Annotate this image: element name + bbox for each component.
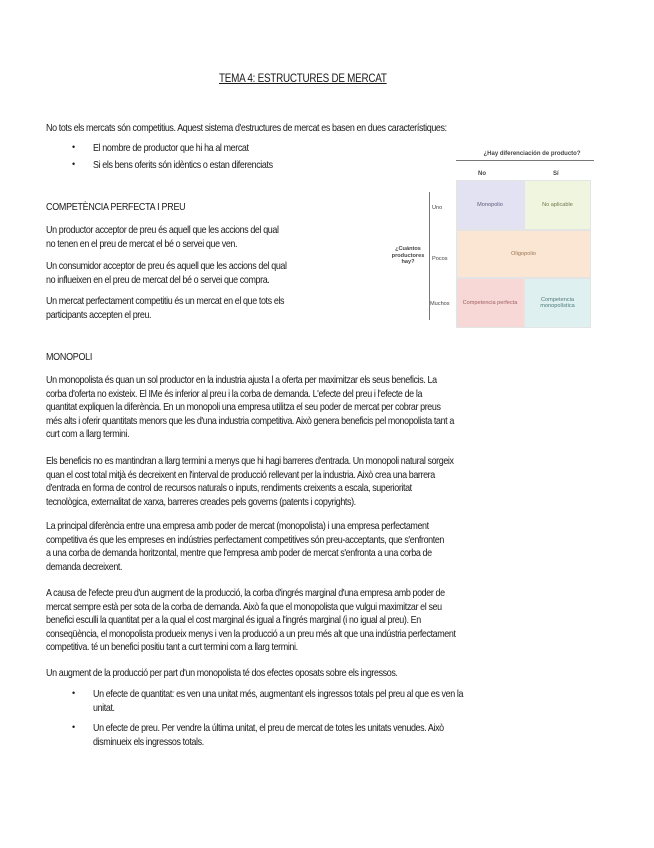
paragraph-monopoli-1 bbox=[46, 374, 603, 442]
text-line: no influeixen en el preu de mercat del bé o servei que compra. bbox=[46, 274, 270, 286]
text-line: Un efecte de quantitat: es ven una unitat més, augmentant els ingressos totals pel preu al que es ven la bbox=[93, 689, 464, 700]
text-line: corba d'oferta no existeix. El IMe és inferior al preu i la corba de demanda. L'efecte del preu i l'efecte de la bbox=[46, 388, 423, 400]
text-line: benefici esculli la quantitat per a la qual el cost marginal és igual a l'ingrés marginal (i no igual al preu). En bbox=[46, 615, 421, 627]
row-question: ¿Cuántos productores hay? bbox=[391, 246, 425, 265]
cell-oligopolio: Oligopolio bbox=[456, 230, 591, 278]
text-line: curt com a llarg termini. bbox=[46, 429, 130, 441]
col-header-no: No bbox=[478, 171, 486, 177]
text-line: Un monopolista és quan un sol productor en la industria ajusta l a oferta per maximitzar els seus beneficis. La bbox=[46, 375, 437, 386]
text-line: quan el cost total mitjà és decreixent en l'interval de producció rellevant per la industria. Això crea una barrera bbox=[46, 469, 435, 481]
text-line: competitiva. té un benefici positiu tant a curt termini com a llarg termini. bbox=[46, 642, 298, 654]
row-label-uno: Uno bbox=[432, 205, 443, 211]
text-line: més alts i oferir quantitats menors que les d'una industria competitiva. Això genera beneficis pel monopolista tant a bbox=[46, 415, 454, 427]
figure-top-bracket bbox=[456, 160, 594, 161]
cell-competencia-perfecta: Competencia perfecta bbox=[456, 278, 524, 328]
intro-bullet: El nombre de productor que hi ha al mercat bbox=[93, 143, 249, 154]
text-line: competitiva és que les empreses en indústries perfectament competitives són preu-acceptants, que s'enfronten bbox=[46, 534, 445, 546]
paragraph-mercat bbox=[46, 295, 381, 322]
cell-no-aplicable: No aplicable bbox=[524, 180, 591, 230]
text-line: conseqüència, el monopolista produeix menys i ven la producció a un preu més alt que una indústria perfectament bbox=[46, 628, 456, 640]
row-label-pocos: Pocos bbox=[432, 256, 448, 262]
text-line: a una corba de demanda horitzontal, mentre que l'empresa amb poder de mercat s'enfronta a una corba de bbox=[46, 548, 432, 560]
market-structure-figure bbox=[388, 148, 598, 334]
text-line: participants accepten el preu. bbox=[46, 309, 152, 321]
text-line: unitat. bbox=[93, 702, 115, 714]
text-line: Un productor acceptor de preu és aquell que les accions del qual bbox=[46, 225, 279, 236]
text-line: mercat sempre està per sota de la corba de demanda. Això fa que el monopolista que vulgui maximitzar el seu bbox=[46, 601, 442, 613]
text-line: Un consumidor acceptor de preu és aquell que les accions del qual bbox=[46, 261, 287, 272]
bullet-dot: • bbox=[72, 159, 76, 169]
section-heading-competencia: COMPETÈNCIA PERFECTA I PREU bbox=[46, 202, 186, 213]
text-line: A causa de l'efecte preu d'un augment de la producció, la corba d'ingrés marginal d'una empresa amb poder de bbox=[46, 588, 445, 599]
paragraph-productor bbox=[46, 224, 381, 251]
bullet-efecte-quantitat bbox=[93, 688, 603, 715]
bullet-dot: • bbox=[72, 142, 76, 152]
text-line: Els beneficis no es mantindran a llarg termini a menys que hi hagi barreres d'entrada. Un monopoli natural sorgeix bbox=[46, 456, 454, 467]
cell-competencia-monopolistica: Competencia monopolística bbox=[524, 278, 591, 328]
bullet-dot: • bbox=[72, 722, 76, 732]
text-line: demanda decreixent. bbox=[46, 561, 123, 573]
text-line: d'entrada en forma de control de recursos naturals o inputs, rendiments creixents a escala, superioritat bbox=[46, 483, 412, 495]
row-label-muchos: Muchos bbox=[430, 301, 450, 307]
text-line: quantitat expliquen la diferència. En un monopoli una empresa utilitza el seu poder de mercat per cobrar preus bbox=[46, 402, 441, 414]
text-line: La principal diferència entre una empresa amb poder de mercat (monopolista) i una empresa perfectament bbox=[46, 521, 429, 532]
intro-bullet: Si els bens oferits són idèntics o estan diferenciats bbox=[93, 160, 273, 171]
text-line: Un mercat perfectament competitiu és un mercat en el que tots els bbox=[46, 296, 285, 307]
page-title: TEMA 4: ESTRUCTURES DE MERCAT bbox=[219, 73, 387, 85]
paragraph-monopoli-4 bbox=[46, 587, 603, 655]
text-line: tecnològica, externalitat de xarxa, barreres creades pels governs (patents i copyrights). bbox=[46, 496, 356, 508]
bullet-efecte-preu bbox=[93, 722, 603, 749]
intro-text: No tots els mercats són competitius. Aquest sistema d'estructures de mercat es basen en dues característiques: bbox=[46, 123, 447, 134]
text-line: no tenen en el preu de mercat el bé o servei que ven. bbox=[46, 238, 238, 250]
figure-title: ¿Hay diferenciación de producto? bbox=[483, 151, 581, 157]
paragraph-monopoli-5: Un augment de la producció per part d'un monopolista té dos efectes oposats sobre els ingressos. bbox=[46, 668, 398, 679]
section-heading-monopoli: MONOPOLI bbox=[46, 352, 93, 363]
text-line: disminueix els ingressos totals. bbox=[93, 736, 204, 748]
bullet-dot: • bbox=[72, 688, 76, 698]
cell-monopolio: Monopolio bbox=[456, 180, 524, 230]
paragraph-monopoli-3 bbox=[46, 520, 603, 574]
col-header-si: Sí bbox=[553, 171, 559, 177]
paragraph-monopoli-2 bbox=[46, 455, 603, 509]
text-line: Un efecte de preu. Per vendre la última unitat, el preu de mercat de totes les unitats venudes. Això bbox=[93, 723, 444, 734]
paragraph-consumidor bbox=[46, 260, 381, 287]
